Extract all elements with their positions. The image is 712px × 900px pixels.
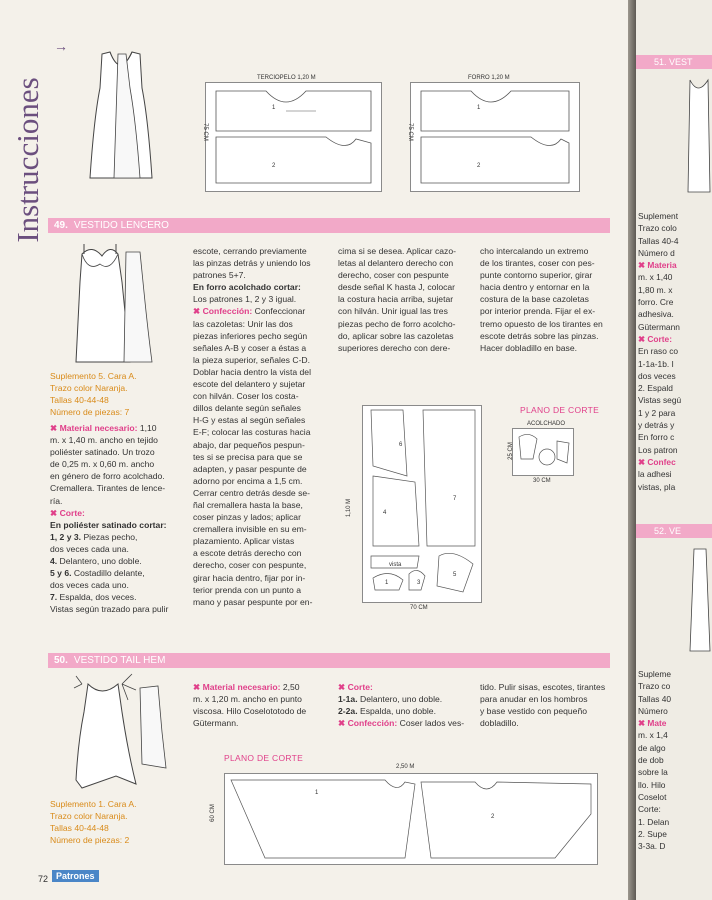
- text-run: Delantero, uno doble.: [357, 694, 443, 705]
- text-line: [50, 603, 180, 615]
- text-run: Espalda, dos veces.: [57, 592, 137, 603]
- text-run: Vistas según trazado para pulir: [50, 604, 169, 615]
- next-page-text-b: [638, 668, 671, 852]
- text-line: [193, 681, 323, 693]
- text-line: [193, 245, 323, 257]
- text-run: ✖ Confección:: [193, 306, 253, 317]
- text-run: tes si se precisa para que se: [193, 451, 303, 462]
- text-line: [338, 318, 468, 330]
- text-run: 1,10: [137, 423, 157, 433]
- page-gutter: [628, 0, 636, 900]
- text-line: [193, 559, 323, 571]
- text-line: [338, 293, 468, 305]
- text-line: Número: [638, 705, 668, 716]
- text-line: [338, 681, 468, 693]
- text-run: 2-2a.: [338, 706, 358, 717]
- section-49-col1: [50, 422, 180, 616]
- text-line: [480, 318, 610, 330]
- text-line: [480, 257, 610, 269]
- cutting-plan-49-height: 1,10 M: [346, 498, 353, 518]
- text-line: Trazo colo: [638, 223, 677, 234]
- text-line: [193, 402, 323, 414]
- text-line: [193, 487, 323, 499]
- section-49-header: 49. VESTIDO LENCERO: [48, 218, 610, 233]
- text-run: H-G y estas al según señales: [193, 415, 306, 426]
- text-run: superiores derecho con dere-: [338, 342, 451, 353]
- text-line: Suplement: [638, 211, 679, 221]
- section-sidebar-title: Instrucciones: [10, 77, 45, 243]
- garment-back-sketch-48: [110, 52, 155, 182]
- page-number: 72: [38, 874, 49, 884]
- text-run: abajo, dar pequeños pespun-: [193, 439, 305, 450]
- text-line: [193, 499, 323, 511]
- piece-label: 7: [453, 496, 457, 502]
- text-run: para anudar en los hombros: [480, 694, 588, 705]
- text-run: 5 y 6.: [50, 568, 72, 579]
- text-line: [193, 463, 323, 475]
- text-line: Vistas segú: [638, 395, 682, 406]
- text-line: [338, 245, 468, 257]
- text-run: hacia dentro y entornar en la: [480, 282, 590, 293]
- text-line: ✖ Materia: [638, 260, 677, 271]
- section-49-spec: Suplemento 5. Cara A. Trazo color Naranja. Tallas 40-44-48 Número de piezas: 7: [50, 371, 137, 418]
- text-run: girar hacia dentro, fijar por in-: [193, 572, 306, 583]
- text-line: [338, 330, 468, 342]
- text-line: [193, 354, 323, 366]
- text-run: mano y pasar pespunte por en-: [193, 596, 313, 607]
- text-line: [480, 293, 610, 305]
- section-50-col3: [338, 681, 468, 729]
- text-run: letas al delantero derecho con: [338, 258, 454, 269]
- text-line: [193, 439, 323, 451]
- piece-label: 1: [315, 790, 319, 796]
- text-line: [50, 567, 180, 579]
- text-line: [50, 543, 180, 555]
- text-line: ✖ Corte:: [638, 333, 673, 344]
- pattern-forro: [406, 82, 580, 192]
- text-line: [50, 495, 180, 507]
- text-line: Los patron: [638, 444, 678, 455]
- next-dress-sketch: [686, 76, 712, 196]
- text-run: desde señal K hasta J, colocar: [338, 282, 456, 293]
- text-run: escote detrás sobre las pinzas.: [480, 330, 599, 341]
- text-run: la pieza superior, señales C-D.: [193, 354, 311, 365]
- section-50-spec: Suplemento 1. Cara A. Trazo color Naranja. Tallas 40-44-48 Número de piezas: 2: [50, 799, 137, 846]
- text-run: de los tirantes, coser con pes-: [480, 258, 595, 269]
- text-line: y detrás y: [638, 420, 675, 431]
- text-run: Piezas pecho,: [81, 531, 138, 542]
- text-line: [193, 547, 323, 559]
- next-dress-sketch-2: [688, 545, 712, 655]
- text-line: [338, 705, 468, 717]
- text-run: derecho, coser con pespunte,: [193, 560, 307, 571]
- text-run: Doblar hacia dentro la vista del: [193, 366, 311, 377]
- text-line: [338, 305, 468, 317]
- text-line: m. x 1,4: [638, 730, 668, 741]
- pattern-terciopelo: [201, 82, 382, 192]
- text-line: [193, 693, 323, 705]
- text-line: [50, 458, 180, 470]
- text-line: [193, 414, 323, 426]
- text-run: 2,50: [280, 682, 300, 692]
- text-run: m. x 1,20 m. ancho en punto: [193, 694, 302, 705]
- piece-label: 6: [399, 442, 403, 448]
- text-line: [193, 572, 323, 584]
- acolchado-label: ACOLCHADO: [527, 421, 566, 427]
- next-page-edge: [636, 0, 712, 900]
- text-line: sobre la: [638, 767, 668, 778]
- acolchado-height: 25 CM: [507, 442, 514, 460]
- text-line: [193, 705, 323, 717]
- text-run: patrones 5+7.: [193, 270, 246, 281]
- text-run: de 0,25 m. x 0,60 m. ancho: [50, 459, 155, 470]
- text-run: E-F; colocar las costuras hacia: [193, 427, 311, 438]
- text-line: [193, 596, 323, 608]
- vista-label: vista: [389, 562, 402, 568]
- text-line: forro. Cre: [638, 297, 674, 308]
- text-line: [193, 451, 323, 463]
- text-run: viscosa. Hilo Coselototodo de: [193, 706, 307, 717]
- text-line: [193, 535, 323, 547]
- piece-label: 4: [383, 510, 387, 516]
- text-line: [480, 245, 610, 257]
- pattern-piece: 1: [477, 105, 481, 111]
- text-line: [480, 717, 612, 729]
- text-line: [338, 257, 468, 269]
- text-run: dos veces cada una.: [50, 543, 129, 554]
- text-run: con hilván. Coser los costa-: [193, 391, 299, 402]
- text-line: Número d: [638, 247, 675, 258]
- text-run: a escote detrás derecho con: [193, 548, 302, 559]
- text-line: Supleme: [638, 669, 672, 679]
- text-line: [50, 434, 180, 446]
- text-run: plazamiento. Aplicar vistas: [193, 536, 295, 547]
- text-line: [480, 705, 612, 717]
- text-line: [480, 305, 610, 317]
- text-run: ✖ Corte:: [338, 682, 373, 692]
- text-line: vistas, pla: [638, 481, 676, 492]
- section-49-col2: [193, 245, 323, 608]
- text-line: 1. Delan: [638, 816, 670, 827]
- text-run: ✖ Material necesario:: [193, 682, 281, 692]
- text-run: adapten, y pasar pespunte de: [193, 463, 307, 474]
- text-run: señales A-B y coser a éstas a: [193, 342, 307, 353]
- text-line: [480, 281, 610, 293]
- text-line: [50, 555, 180, 567]
- text-line: [193, 305, 323, 317]
- text-run: Costadillo delante,: [71, 568, 145, 579]
- pattern-height: 75 CM: [406, 123, 413, 141]
- piece-label: 5: [453, 572, 457, 578]
- text-run: la costura hacia arriba, sujetar: [338, 294, 454, 305]
- text-line: [50, 507, 180, 519]
- text-line: [193, 475, 323, 487]
- text-run: tido. Pulir sisas, escotes, tirantes: [480, 682, 606, 692]
- text-run: por interior prenda. Fijar el ex-: [480, 306, 596, 317]
- pattern-fabric-label: FORRO 1,20 M: [468, 75, 510, 81]
- text-line: [193, 366, 323, 378]
- text-run: ✖ Corte:: [50, 507, 85, 518]
- pattern-height: 75 CM: [201, 123, 208, 141]
- text-run: Cremallera. Tirantes de lence-: [50, 483, 166, 494]
- next-page-text-a: [638, 210, 681, 493]
- text-run: Cerrar centro detrás desde se-: [193, 487, 311, 498]
- text-run: las pinzas detrás y uniendo los: [193, 258, 311, 269]
- text-run: adorno por encima a 1,5 cm.: [193, 475, 303, 486]
- piece-label: 2: [491, 814, 495, 820]
- text-line: Gütermann: [638, 321, 680, 332]
- cutting-plan-49-title: PLANO DE CORTE: [520, 405, 600, 415]
- text-line: [193, 257, 323, 269]
- text-line: adhesiva.: [638, 309, 674, 320]
- pattern-piece: 2: [477, 163, 481, 169]
- text-line: 1-1a-1b. I: [638, 358, 674, 369]
- text-line: [193, 281, 323, 293]
- text-line: [50, 591, 180, 603]
- text-line: [193, 378, 323, 390]
- text-line: ✖ Confec: [638, 456, 676, 467]
- acolchado-width: 30 CM: [533, 478, 551, 484]
- text-line: [193, 523, 323, 535]
- text-run: Los patrones 1, 2 y 3 igual.: [193, 294, 297, 305]
- text-line: Coselot: [638, 791, 667, 802]
- text-line: [480, 342, 610, 354]
- text-line: [50, 470, 180, 482]
- text-run: cima si se desea. Aplicar cazo-: [338, 246, 456, 256]
- text-run: tremo opuesto de los tirantes en: [480, 318, 603, 329]
- text-run: dos veces cada uno.: [50, 580, 129, 591]
- text-line: En raso co: [638, 346, 679, 357]
- text-run: punte contorno superior, girar: [480, 270, 593, 281]
- text-run: escote del delantero y sujetar: [193, 379, 306, 390]
- piece-label: 3: [417, 580, 421, 586]
- text-run: do, aplicar sobre las cazoletas: [338, 330, 454, 341]
- continue-arrow-icon: →: [54, 38, 68, 54]
- text-run: en género de forro acolchado.: [50, 471, 165, 482]
- text-run: 7.: [50, 592, 58, 603]
- cutting-plan-50-height: 60 CM: [209, 804, 216, 822]
- text-line: [193, 426, 323, 438]
- text-line: Tallas 40: [638, 693, 672, 704]
- text-run: piezas inferiores pecho según: [193, 330, 308, 341]
- text-run: En forro acolchado cortar:: [193, 282, 301, 293]
- text-line: llo. Hilo: [638, 779, 666, 790]
- text-run: y base vestido con pequeño: [480, 706, 588, 717]
- text-line: [193, 717, 323, 729]
- text-run: Espalda, uno doble.: [357, 706, 436, 717]
- text-run: ría.: [50, 495, 63, 506]
- tail-hem-dress-sketch: [62, 672, 172, 794]
- text-line: [480, 330, 610, 342]
- piece-label: 1: [385, 580, 389, 586]
- text-line: Corte:: [638, 804, 661, 815]
- text-run: 1, 2 y 3.: [50, 531, 82, 542]
- text-run: escote, cerrando previamente: [193, 246, 307, 256]
- section-50-col2: [193, 681, 323, 729]
- pattern-piece: 1: [272, 105, 276, 111]
- cutting-plan-49-main: [362, 405, 482, 603]
- text-run: ✖ Material necesario:: [50, 423, 138, 433]
- text-run: 1-1a.: [338, 694, 358, 705]
- text-line: 3-3a. D: [638, 841, 666, 852]
- text-line: 2. Espald: [638, 383, 673, 394]
- text-line: [193, 342, 323, 354]
- section-50-col4: [480, 681, 612, 729]
- text-run: Hacer dobladillo en base.: [480, 342, 577, 353]
- text-line: m. x 1,40: [638, 272, 673, 283]
- text-line: [193, 318, 323, 330]
- magazine-logo: Patrones: [52, 870, 99, 882]
- text-run: terior prenda con un punto a: [193, 584, 301, 595]
- text-line: ✖ Mate: [638, 718, 667, 729]
- text-run: derecho, coser con pespunte: [338, 270, 449, 281]
- text-run: cremallera invisible en su em-: [193, 524, 307, 535]
- text-line: [480, 681, 612, 693]
- text-run: costura de la base cazoletas: [480, 294, 589, 305]
- text-run: Coser lados ves-: [397, 718, 465, 729]
- slip-dress-sketch: [70, 242, 160, 367]
- section-51-header: 51. VEST: [636, 55, 712, 69]
- text-run: poliéster satinado. Un trozo: [50, 447, 155, 458]
- text-line: dos veces: [638, 370, 676, 381]
- text-line: [50, 579, 180, 591]
- text-run: ✖ Confección:: [338, 718, 398, 729]
- text-line: [338, 342, 468, 354]
- section-49-col4: [480, 245, 610, 354]
- cutting-plan-50-main: [224, 773, 598, 865]
- text-line: [338, 269, 468, 281]
- text-line: [338, 693, 468, 705]
- text-line: [193, 511, 323, 523]
- text-line: [193, 269, 323, 281]
- text-line: [50, 446, 180, 458]
- text-run: dobladillo.: [480, 718, 519, 729]
- text-line: 2. Supe: [638, 828, 667, 839]
- text-run: con hilván. Unir igual las tres: [338, 306, 448, 317]
- text-line: de algo: [638, 742, 666, 753]
- text-line: En forro c: [638, 432, 675, 443]
- cutting-plan-49-acolchado: [512, 428, 574, 476]
- text-line: [338, 717, 468, 729]
- text-run: piezas pecho de forro acolcho-: [338, 318, 456, 329]
- text-line: [50, 519, 180, 531]
- section-52-header: 52. VE: [636, 524, 712, 538]
- text-line: [193, 390, 323, 402]
- text-run: las cazoletas: Unir las dos: [193, 318, 293, 329]
- text-line: la adhesi: [638, 469, 672, 480]
- text-line: [50, 482, 180, 494]
- text-line: 1 y 2 para: [638, 407, 676, 418]
- cutting-plan-49-width: 70 CM: [410, 605, 428, 611]
- text-line: Tallas 40-4: [638, 235, 679, 246]
- cutting-plan-50-title: PLANO DE CORTE: [224, 753, 304, 763]
- text-run: coser pinzas y lados; aplicar: [193, 512, 301, 523]
- text-run: Delantero, uno doble.: [57, 556, 142, 567]
- text-line: [193, 293, 323, 305]
- text-line: Trazo co: [638, 681, 671, 692]
- text-line: [338, 281, 468, 293]
- text-run: cho intercalando un extremo: [480, 246, 589, 256]
- text-run: Gütermann.: [193, 718, 239, 729]
- text-line: [193, 584, 323, 596]
- text-run: En poliéster satinado cortar:: [50, 519, 167, 530]
- text-line: [480, 269, 610, 281]
- text-line: de dob: [638, 755, 664, 766]
- pattern-fabric-label: TERCIOPELO 1,20 M: [257, 75, 316, 81]
- section-49-col3: [338, 245, 468, 354]
- pattern-piece: 2: [272, 163, 276, 169]
- text-line: [480, 693, 612, 705]
- text-line: [193, 330, 323, 342]
- text-line: [50, 531, 180, 543]
- text-run: Confeccionar: [252, 306, 306, 317]
- text-line: [50, 422, 180, 434]
- text-line: 1,80 m. x: [638, 284, 673, 295]
- text-run: m. x 1,40 m. ancho en tejido: [50, 435, 158, 446]
- section-50-header: 50. VESTIDO TAIL HEM: [48, 653, 610, 668]
- text-run: ñal cremallera hasta la base,: [193, 499, 303, 510]
- cutting-plan-50-width: 2,50 M: [396, 764, 415, 770]
- text-run: 4.: [50, 556, 58, 567]
- text-run: dillos delante según señales: [193, 403, 301, 414]
